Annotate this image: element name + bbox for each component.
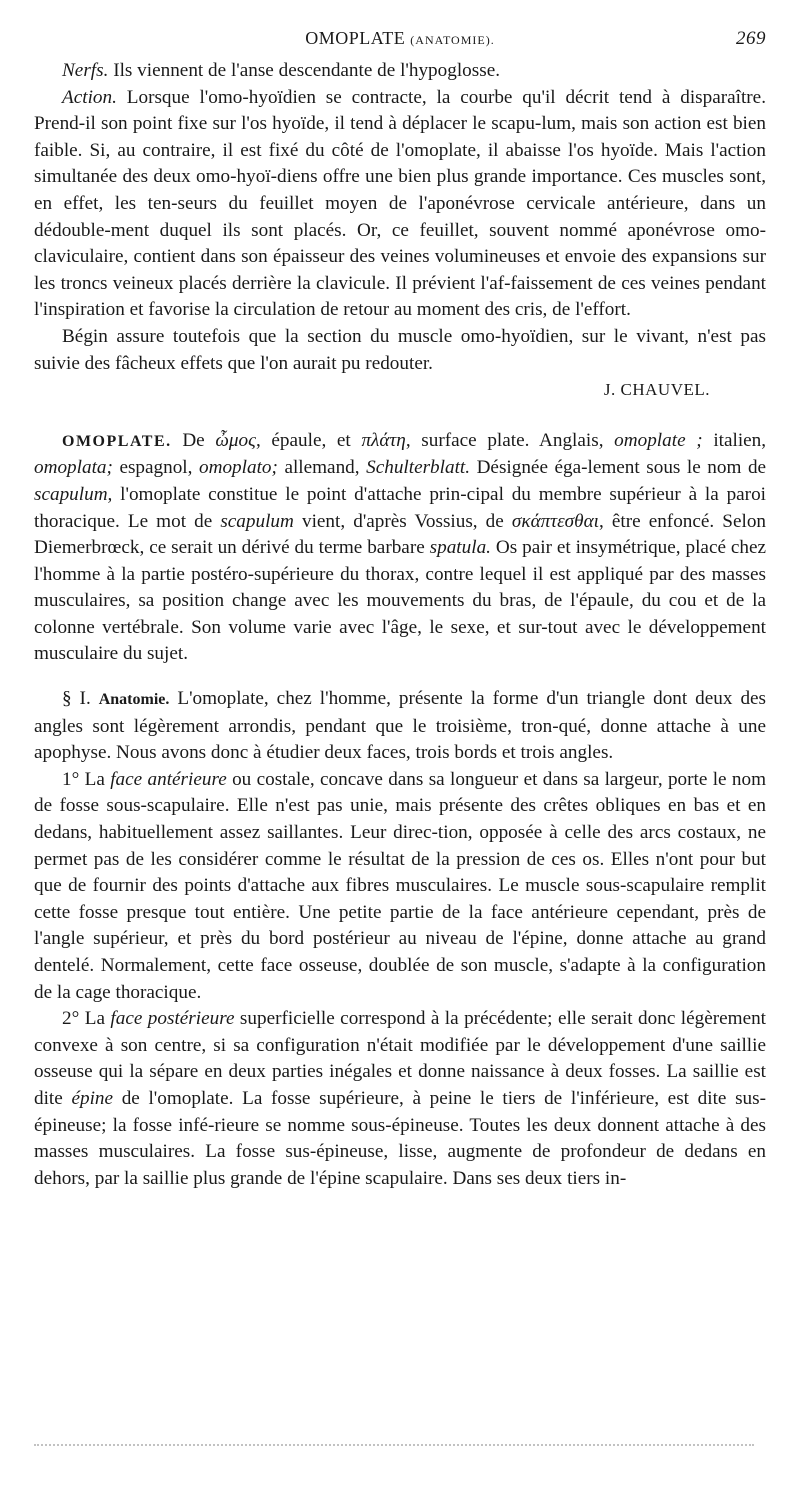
scapulum-term: scapulum, — [34, 483, 113, 505]
epine-term: épine — [71, 1087, 114, 1109]
entry-text: allemand, — [284, 457, 360, 479]
entry-text: , épaule, et — [255, 429, 351, 451]
item-number: 2° — [62, 1008, 80, 1030]
begin-paragraph: Bégin assure toutefois que la section du muscle omo-hyoïdien, sur le vivant, n'est pas suivie des fâcheux effets que l'on aurait pu redouter. — [34, 325, 766, 374]
entry-text: , surface plate. Anglais, — [405, 429, 604, 451]
running-head — [34, 28, 766, 58]
nerfs-text: Ils viennent de l'anse descendante de l'hypoglosse. — [113, 60, 501, 81]
face-posterieure-paragraph — [34, 1006, 766, 1192]
entry-text: De — [182, 429, 205, 451]
section-number: § I. — [62, 688, 91, 710]
greek-word: ὦμος — [215, 429, 256, 451]
greek-word: πλάτη — [361, 429, 406, 451]
page-number: 269 — [736, 28, 766, 49]
action-text: Lorsque l'omo-hyoïdien se contracte, la courbe qu'il décrit tend à disparaître. Prend-il son point fixe sur l'os hyoïde, il tend à déplacer le scapu-lum, mais son action est bien faible. Si, au contraire, il est fixé du côté de l'omoplate, il abaisse l'os hyoïde. Mais l'action simultanée des deux omo-hyoï-diens offre une bien plus grande importance. Ces muscles sont, en effet, les ten-seurs du feuillet moyen de l'aponévrose cervicale antérieure, dans un dédouble-ment duquel ils sont placés. Or, ce feuillet, souvent nommé aponévrose omo-claviculaire, contient dans son épaisseur des veines volumineuses et envoie des expansions sur les troncs veineux placés derrière la clavicule. Il prévient l'af-faissement de ces veines pendant l'inspiration et favorise la circulation de retour au moment des cris, de l'effort. — [34, 86, 766, 321]
nerfs-paragraph — [34, 58, 766, 85]
spatula-term: spatula. — [429, 537, 491, 559]
german-term: Schulterblatt. — [366, 457, 471, 479]
item-number: 1° — [62, 768, 80, 790]
page — [34, 28, 766, 1192]
footer-rule — [34, 1444, 754, 1446]
section-gap — [34, 668, 766, 686]
entry-text: espagnol, — [119, 457, 193, 479]
entry-gap — [34, 404, 766, 428]
entry-headword: OMOPLATE. — [62, 432, 172, 450]
entry-text: vient, d'après Vossius, de — [301, 510, 504, 532]
english-term: omoplate ; — [614, 429, 703, 451]
item-text: La — [84, 1008, 105, 1030]
nerfs-label: Nerfs. — [62, 60, 109, 81]
running-title-paren: (ANATOMIE). — [410, 33, 495, 47]
face-anterieure-paragraph — [34, 767, 766, 1006]
entry-text: l'omoplate constitue le point d'attache prin-cipal du membre supérieur à la paroi thoracique. Le mot de — [34, 483, 766, 532]
action-paragraph — [34, 85, 766, 324]
face-term: face postérieure — [110, 1008, 235, 1030]
item-text: ou costale, concave dans sa longueur et dans sa largeur, porte le nom de fosse sous-scapulaire. Elle n'est pas unie, mais présente des crêtes obliques en bas et en dedans, habituellement assez saillantes. Leur direc-tion, opposée à celle des arcs costaux, ne permet pas de les considérer comme le résultat de la pression de ces os. Elles n'ont pour but que de fournir des points d'attache aux fibres musculaires. Le muscle sous-scapulaire remplit cette fosse presque tout entière. Une petite partie de la face antérieure cependant, près de l'angle supérieur, et près du bord postérieur au niveau de l'épine, donne attache au grand dentelé. Normalement, cette face osseuse, doublée de son muscle, s'adapte à la configuration de la cage thoracique. — [34, 768, 767, 1003]
item-text: La — [84, 768, 105, 790]
omoplate-entry-paragraph — [34, 428, 766, 668]
entry-text: Désignée éga-lement sous le nom de — [476, 457, 767, 479]
section-anatomie-paragraph — [34, 686, 766, 767]
face-term: face antérieure — [110, 768, 227, 790]
running-title-main: OMOPLATE — [305, 28, 406, 48]
section-heading: Anatomie. — [98, 691, 170, 709]
greek-word: σκάπτεσθαι — [511, 510, 599, 532]
italian-term: omoplata; — [34, 457, 113, 479]
entry-text: italien, — [713, 429, 767, 451]
entry-text: , être enfoncé. Selon Diemerbrœck, ce serait un dérivé du terme barbare — [34, 510, 767, 559]
item-text: de l'omoplate. La fosse supérieure, à peine le tiers de l'inférieure, est dite sus-épineuse; la fosse infé-rieure se nomme sous-épineuse. Toutes les deux donnent attache à des masses musculaires. La fosse sus-épineuse, lisse, augmente de profondeur de dedans en dehors, par la saillie plus grande de l'épine scapulaire. Dans ses deux tiers in- — [34, 1087, 767, 1189]
running-title — [34, 28, 766, 49]
item-text: superficielle correspond à la précédente; elle serait donc légèrement convexe à son centre, si sa configuration n'était modifiée par le développement d'une saillie osseuse qui la sépare en deux parties inégales et donne naissance à deux fosses. La saillie est dite — [34, 1008, 767, 1109]
section-text: L'omoplate, chez l'homme, présente la forme d'un triangle dont deux des angles sont légèrement arrondis, pendant que le troisième, tron-qué, donne attache à une apophyse. Nous avons donc à étudier deux faces, trois bords et trois angles. — [34, 688, 767, 764]
scapulum-term: scapulum — [220, 510, 294, 532]
action-label: Action. — [62, 86, 117, 108]
spanish-term: omoplato; — [199, 457, 278, 479]
entry-text: Os pair et insymétrique, placé chez l'homme à la partie postéro-supérieure du thorax, contre lequel il est appliqué par des masses musculaires, sa position change avec les mouvements du bras, de l'épaule, du cou et de la colonne vertébrale. Son volume varie avec l'âge, le sexe, et sur-tout avec le développement musculaire du sujet. — [34, 537, 767, 665]
author-signature: J. CHAUVEL. — [603, 380, 710, 400]
